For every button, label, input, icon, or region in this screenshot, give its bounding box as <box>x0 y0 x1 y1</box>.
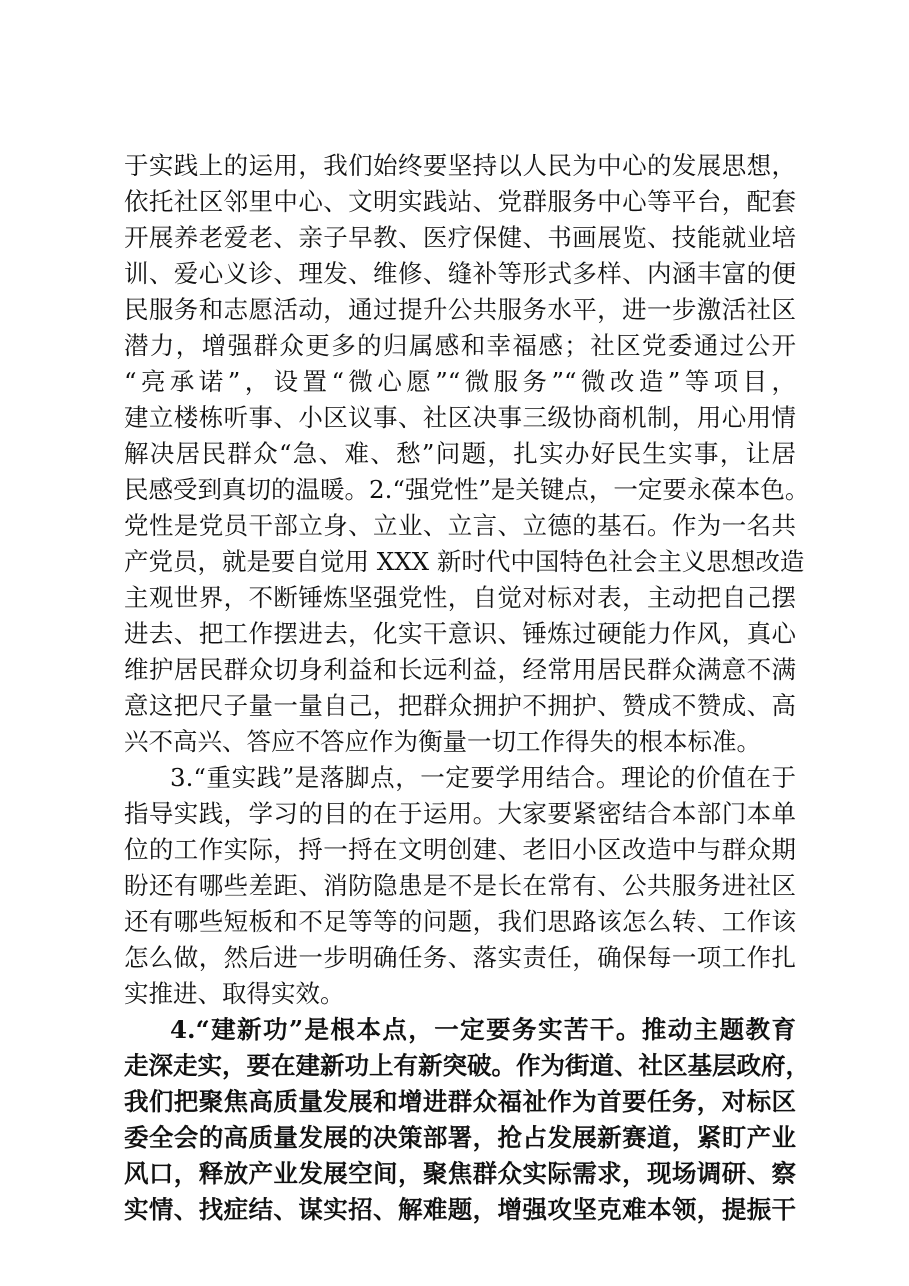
text-line: 兴不高兴、答应不答应作为衡量一切工作得失的根本标准。 <box>124 727 761 756</box>
text-line: 党性是党员干部立身、立业、立言、立德的基石。作为一名共 <box>124 511 796 540</box>
text-line: 我们把聚焦高质量发展和增进群众福祉作为首要任务，对标区 <box>124 1087 796 1116</box>
text-line: 建立楼栋听事、小区议事、社区决事三级协商机制，用心用情 <box>124 403 796 432</box>
text-line: 进去、把工作摆进去，化实干意识、锤炼过硬能力作风，真心 <box>124 619 796 648</box>
text-line: 民感受到真切的温暖。2.“强党性”是关键点，一定要永葆本色。 <box>124 475 810 504</box>
text-line: 依托社区邻里中心、文明实践站、党群服务中心等平台，配套 <box>124 187 796 216</box>
text-line: 委全会的高质量发展的决策部署，抢占发展新赛道，紧盯产业 <box>124 1123 796 1152</box>
text-line: 主观世界，不断锤炼坚强党性，自觉对标对表，主动把自己摆 <box>124 583 796 612</box>
text-line: 产党员，就是要自觉用 XXX 新时代中国特色社会主义思想改造 <box>124 547 805 576</box>
text-line: 实情、找症结、谋实招、解难题，增强攻坚克难本领，提振干 <box>124 1195 796 1224</box>
text-line: 4.“建新功”是根本点，一定要务实苦干。推动主题教育 <box>170 1015 796 1044</box>
text-line: 3.“重实践”是落脚点，一定要学用结合。理论的价值在于 <box>170 763 796 792</box>
text-line: 意这把尺子量一量自己，把群众拥护不拥护、赞成不赞成、高 <box>124 691 796 720</box>
text-line: 训、爱心义诊、理发、维修、缝补等形式多样、内涵丰富的便 <box>124 259 796 288</box>
text-line: 维护居民群众切身利益和长远利益，经常用居民群众满意不满 <box>124 655 796 684</box>
text-line: 于实践上的运用，我们始终要坚持以人民为中心的发展思想， <box>124 151 796 180</box>
text-line: 位的工作实际，捋一捋在文明创建、老旧小区改造中与群众期 <box>124 835 796 864</box>
text-line: 指导实践，学习的目的在于运用。大家要紧密结合本部门本单 <box>124 799 796 828</box>
text-line: 潜力，增强群众更多的归属感和幸福感；社区党委通过公开 <box>124 331 796 360</box>
text-line: 盼还有哪些差距、消防隐患是不是长在常有、公共服务进社区 <box>124 871 796 900</box>
text-line: 实推进、取得实效。 <box>124 979 345 1008</box>
text-line: 民服务和志愿活动，通过提升公共服务水平，进一步激活社区 <box>124 295 796 324</box>
text-line: 开展养老爱老、亲子早教、医疗保健、书画展览、技能就业培 <box>124 223 796 252</box>
text-line: 风口，释放产业发展空间，聚焦群众实际需求，现场调研、察 <box>124 1159 796 1188</box>
text-line: 解决居民群众“急、难、愁”问题，扎实办好民生实事，让居 <box>124 439 796 468</box>
text-line: 还有哪些短板和不足等等的问题，我们思路该怎么转、工作该 <box>124 907 796 936</box>
text-line: 走深走实，要在建新功上有新突破。作为街道、社区基层政府， <box>124 1051 810 1080</box>
text-line: “亮承诺”，设置“微心愿”“微服务”“微改造”等项目， <box>124 367 796 396</box>
text-line: 怎么做，然后进一步明确任务、落实责任，确保每一项工作扎 <box>124 943 796 972</box>
